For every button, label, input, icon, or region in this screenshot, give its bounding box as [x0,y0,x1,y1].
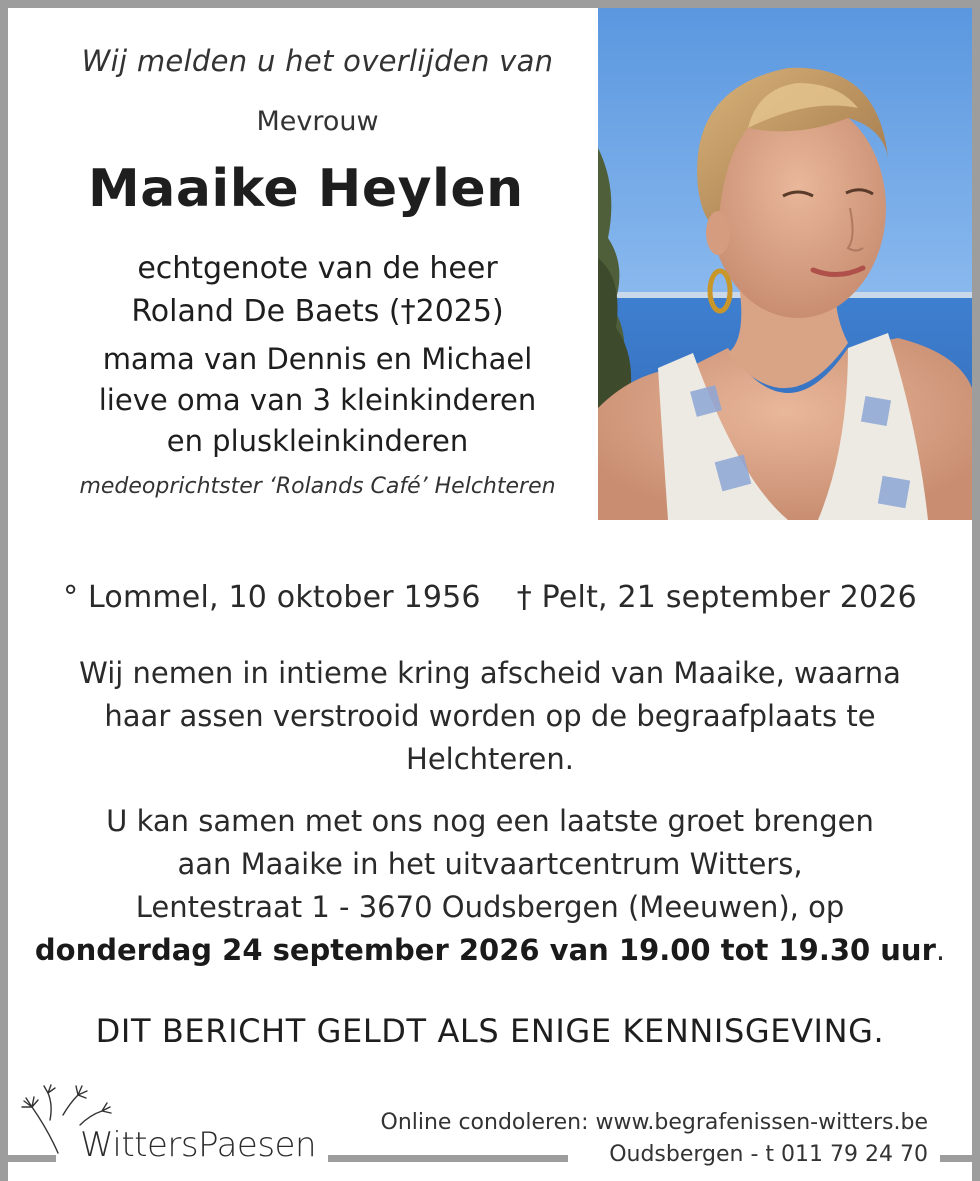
visitation-paragraph [30,800,950,972]
intro-text: Wij melden u het overlijden van [81,44,554,78]
family-line: en pluskleinkinderen [166,424,469,458]
visitation-period: . [935,933,946,967]
spouse-line: echtgenote van de heer [137,251,498,286]
spouse-info [40,247,595,333]
portrait-photo [598,8,972,520]
farewell-paragraph [30,652,950,781]
company-logo-text: WittersPaesen [80,1125,316,1165]
bottom-rule-right [940,1155,980,1162]
family-line: mama van Dennis en Michael [102,342,533,376]
death-date: † Pelt, 21 september 2026 [516,580,917,615]
visitation-datetime: donderdag 24 september 2026 van 19.00 tot 19.30 uur [34,933,936,967]
condolences-link[interactable]: Online condoleren: www.begrafenissen-witters.be [380,1110,928,1135]
bottom-rule-middle [328,1155,568,1162]
spouse-line: Roland De Baets (†2025) [131,294,504,329]
contact-info: Oudsbergen - t 011 79 24 70 [609,1142,928,1167]
life-dates [30,580,950,615]
farewell-line: haar assen verstrooid worden op de begraafplaats te [104,699,876,733]
family-line: lieve oma van 3 kleinkinderen [98,383,537,417]
notice-text: DIT BERICHT GELDT ALS ENIGE KENNISGEVING. [95,1012,885,1050]
farewell-line: Wij nemen in intieme kring afscheid van Maaike, waarna [79,656,901,690]
visitation-line: Lentestraat 1 - 3670 Oudsbergen (Meeuwen), op [135,890,845,924]
visitation-line [30,929,950,972]
birth-date: ° Lommel, 10 oktober 1956 [63,580,481,615]
honorific: Mevrouw [256,106,379,137]
portrait-image [598,8,972,520]
family-info [40,339,595,462]
visitation-line: aan Maaike in het uitvaartcentrum Witters, [177,847,803,881]
farewell-line: Helchteren. [406,742,574,776]
visitation-line: U kan samen met ons nog een laatste groet brengen [106,804,874,838]
deceased-name: Maaike Heylen [88,159,524,219]
announcement-block [40,30,595,499]
cofounder-note: medeoprichtster ‘Rolands Café’ Helchteren [79,474,556,499]
